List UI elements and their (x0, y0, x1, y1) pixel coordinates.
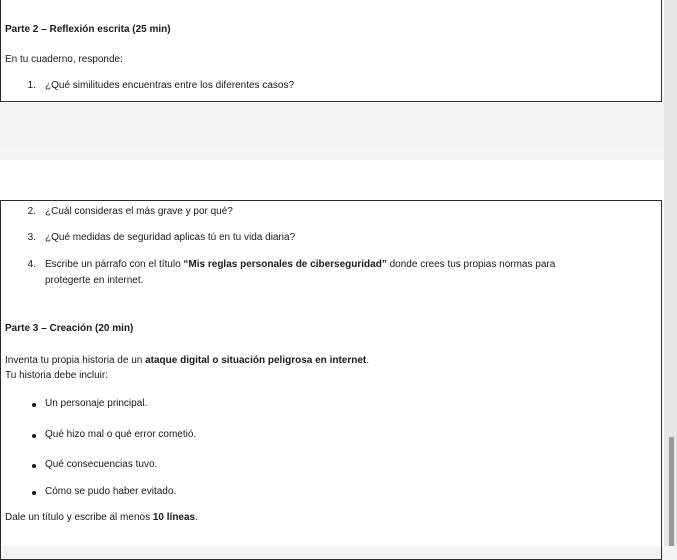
part2-heading: Parte 2 – Reflexión escrita (25 min) (5, 24, 171, 35)
list-item: ¿Qué medidas de seguridad aplicas tú en tu vida diaria? (45, 232, 296, 243)
bullet-item: Cómo se pudo haber evitado. (45, 486, 177, 497)
list-item-continuation: protegerte en internet. (45, 275, 144, 286)
list-item: ¿Cuál consideras el más grave y por qué? (45, 206, 233, 217)
part3-closing (5, 512, 198, 523)
bullet-item: Qué consecuencias tuvo. (45, 459, 158, 470)
intro-text: Inventa tu propia historia de un (5, 355, 146, 366)
bullet-icon (32, 491, 36, 495)
closing-text: Dale un título y escribe al menos (5, 512, 153, 523)
item-title-bold: “Mis reglas personales de ciberseguridad” (183, 259, 387, 270)
list-item (45, 259, 555, 270)
closing-text: . (195, 512, 198, 523)
bullet-icon (32, 434, 36, 438)
scrollbar-thumb[interactable] (669, 437, 674, 546)
list-number: 2. (27, 206, 36, 217)
item-text: donde crees tus propias normas para (386, 259, 556, 270)
part3-intro (5, 355, 369, 366)
list-item: ¿Qué similitudes encuentras entre los diferentes casos? (45, 80, 295, 91)
part3-intro-line2: Tu historia debe incluir: (5, 370, 109, 381)
intro-text: . (366, 355, 370, 366)
item-text: Escribe un párrafo con el título (45, 259, 184, 270)
list-number: 3. (27, 232, 36, 243)
bullet-item: Un personaje principal. (45, 398, 148, 409)
bullet-item: Qué hizo mal o qué error cometió. (45, 429, 197, 440)
closing-bold: 10 líneas (152, 512, 196, 523)
part3-heading: Parte 3 – Creación (20 min) (5, 323, 134, 334)
page-gap (0, 147, 664, 160)
part2-intro: En tu cuaderno, responde: (5, 54, 123, 65)
bullet-icon (32, 464, 36, 468)
intro-bold: ataque digital o situación peligrosa en internet (145, 355, 367, 366)
bullet-icon (32, 403, 36, 407)
list-number: 1. (27, 80, 36, 91)
list-number: 4. (27, 259, 36, 270)
vertical-scrollbar[interactable] (664, 0, 677, 546)
